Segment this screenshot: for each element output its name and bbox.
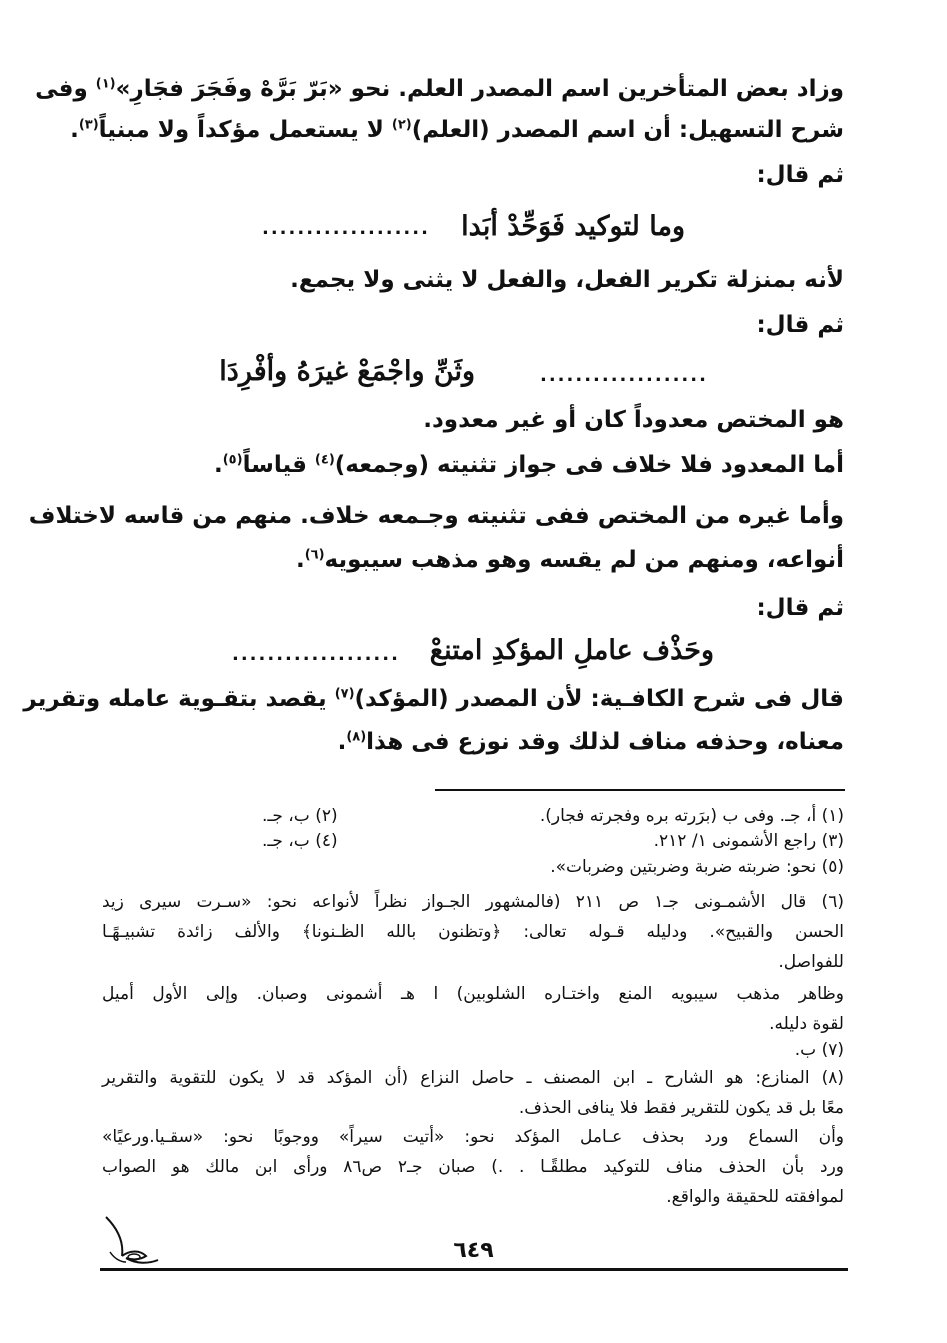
footnote-8-line-1: (٨) المنازع: هو الشارح ـ ابن المصنف ـ حاصل النزاع (أن المؤكد قد لا يكون للتقوية والتقرير [102,1068,844,1088]
text-run: . [295,547,305,573]
text-run: معناه، وحذفه مناف لذلك وقد نوزع فى هذا [366,729,844,755]
page-number: ٦٤٩ [453,1238,494,1263]
footnote-ref: (٥) [222,452,243,468]
text-run: شرح التسهيل: أن اسم المصدر (العلم) [411,117,844,143]
footnote-ref: (٣) [78,117,99,133]
text-run: أنواعه، ومنهم من لم يقسه وهو مذهب سيبويه [324,547,844,573]
verse-line-3: وحَذْف عاملِ المؤكدِ امتنعْ [429,635,714,666]
footnote-8-line-4: ورد بأن الحذف مناف للتوكيد مطلقًـا . .) صبان جـ٢ ص٨٦ ورأى ابن مالك هو الصواب [102,1157,844,1177]
text-run: أما المعدود فلا خلاف فى جواز تثنيته (وجمعه) [334,452,844,478]
footnote-8-line-3: وأن السماع ورد بحذف عـامل المؤكد نحو: «أتيت سيراً» ووجوبًا نحو: «سقـيا.ورعيًا» [102,1127,844,1147]
paragraph-5-line-1: وأما غيره من المختص ففى تثنيته وجـمعه خلاف. منهم من قاسه لاختلاف [28,503,844,529]
text-run: . [70,117,79,143]
verse-line-2: وثَنِّ واجْمَعْ غيرَهُ وأفْرِدَا [219,356,475,387]
bottom-rule [100,1268,848,1271]
verse-ellipsis-1: ................... [262,218,430,239]
verse-ellipsis-3: ................... [232,644,400,665]
footnote-8-line-2: معًا بل قد يكون للتقرير فقط فلا ينافى الحذف. [518,1098,844,1118]
footnote-4: (٤) ب، جـ. [262,831,338,851]
footnote-6-line-5: لقوة دليله. [769,1014,844,1034]
text-run: قياساً [242,452,307,478]
paragraph-1-line-2 [70,115,844,145]
paragraph-4 [102,450,844,480]
footnote-6-line-4: وظاهر مذهب سيبويه المنع واختـاره الشلوبين) ا هـ أشمونى وصبان. وإلى الأول أميل [102,984,844,1004]
paragraph-5-line-2 [102,545,844,575]
footnote-6-line-2: الحسن والقبيح». ودليله قـوله تعالى: ﴿وتظنون بالله الظـنونا﴾ والألف زائدة تشبيـهًـا [102,922,844,942]
thumma-qal-3: ثم قال: [756,595,844,621]
footnote-2: (٢) ب، جـ. [262,806,338,826]
text-run: . [213,452,223,478]
text-run: لا يستعمل مؤكداً ولا مبنياً [98,117,384,143]
footnote-ref: (٤) [314,452,335,468]
paragraph-6-line-2 [102,727,844,757]
footnote-ref: (٨) [346,729,367,745]
paragraph-2: لأنه بمنزلة تكرير الفعل، والفعل لا يثنى ولا يجمع. [290,267,844,293]
thumma-qal-1: ثم قال: [756,162,844,188]
footnote-1: (١) أ، جـ. وفى ب (برَرته بره وفجرته فجار). [539,806,844,826]
paragraph-1-line-1 [35,74,844,104]
footnote-ref: (١) [95,76,116,92]
footnote-3: (٣) راجع الأشمونى ١/ ٢١٢. [653,831,844,851]
footnote-6-line-1: (٦) قال الأشمـونى جـ١ ص ٢١١ (فالمشهور الجـواز نظراً لأنواعه نحو: «سـرت سيرى زيد [102,892,844,912]
verse-ellipsis-2: ................... [540,365,708,386]
paragraph-3: هو المختص معدوداً كان أو غير معدود. [423,407,844,433]
text-run: يقصد بتقـوية عامله وتقرير [23,686,327,712]
thumma-qal-2: ثم قال: [756,312,844,338]
footnote-5: (٥) نحو: ضربته ضربة وضربتين وضربات». [550,857,844,877]
footnote-6-line-3: للفواصل. [778,952,844,972]
text-run: وزاد بعض المتأخرين اسم المصدر العلم. نحو «بَرّ بَرَّهْ وفَجَرَ فجَارِ» [115,76,844,102]
paragraph-6-line-1 [23,684,844,714]
text-run: قال فى شرح الكافـية: لأن المصدر (المؤكد) [354,686,844,712]
text-run: . [337,729,347,755]
footnote-8-line-5: لموافقته للحقيقة والواقع. [666,1187,844,1207]
footnote-7: (٧) ب. [794,1040,844,1060]
footnote-ref: (٦) [304,547,325,563]
text-run: وفى [35,76,88,102]
footnote-ref: (٧) [334,686,355,702]
footnote-separator [435,789,845,791]
footnote-ref: (٢) [391,117,412,133]
verse-line-1: وما لتوكيد فَوَحِّدْ أبَدا [461,211,685,242]
